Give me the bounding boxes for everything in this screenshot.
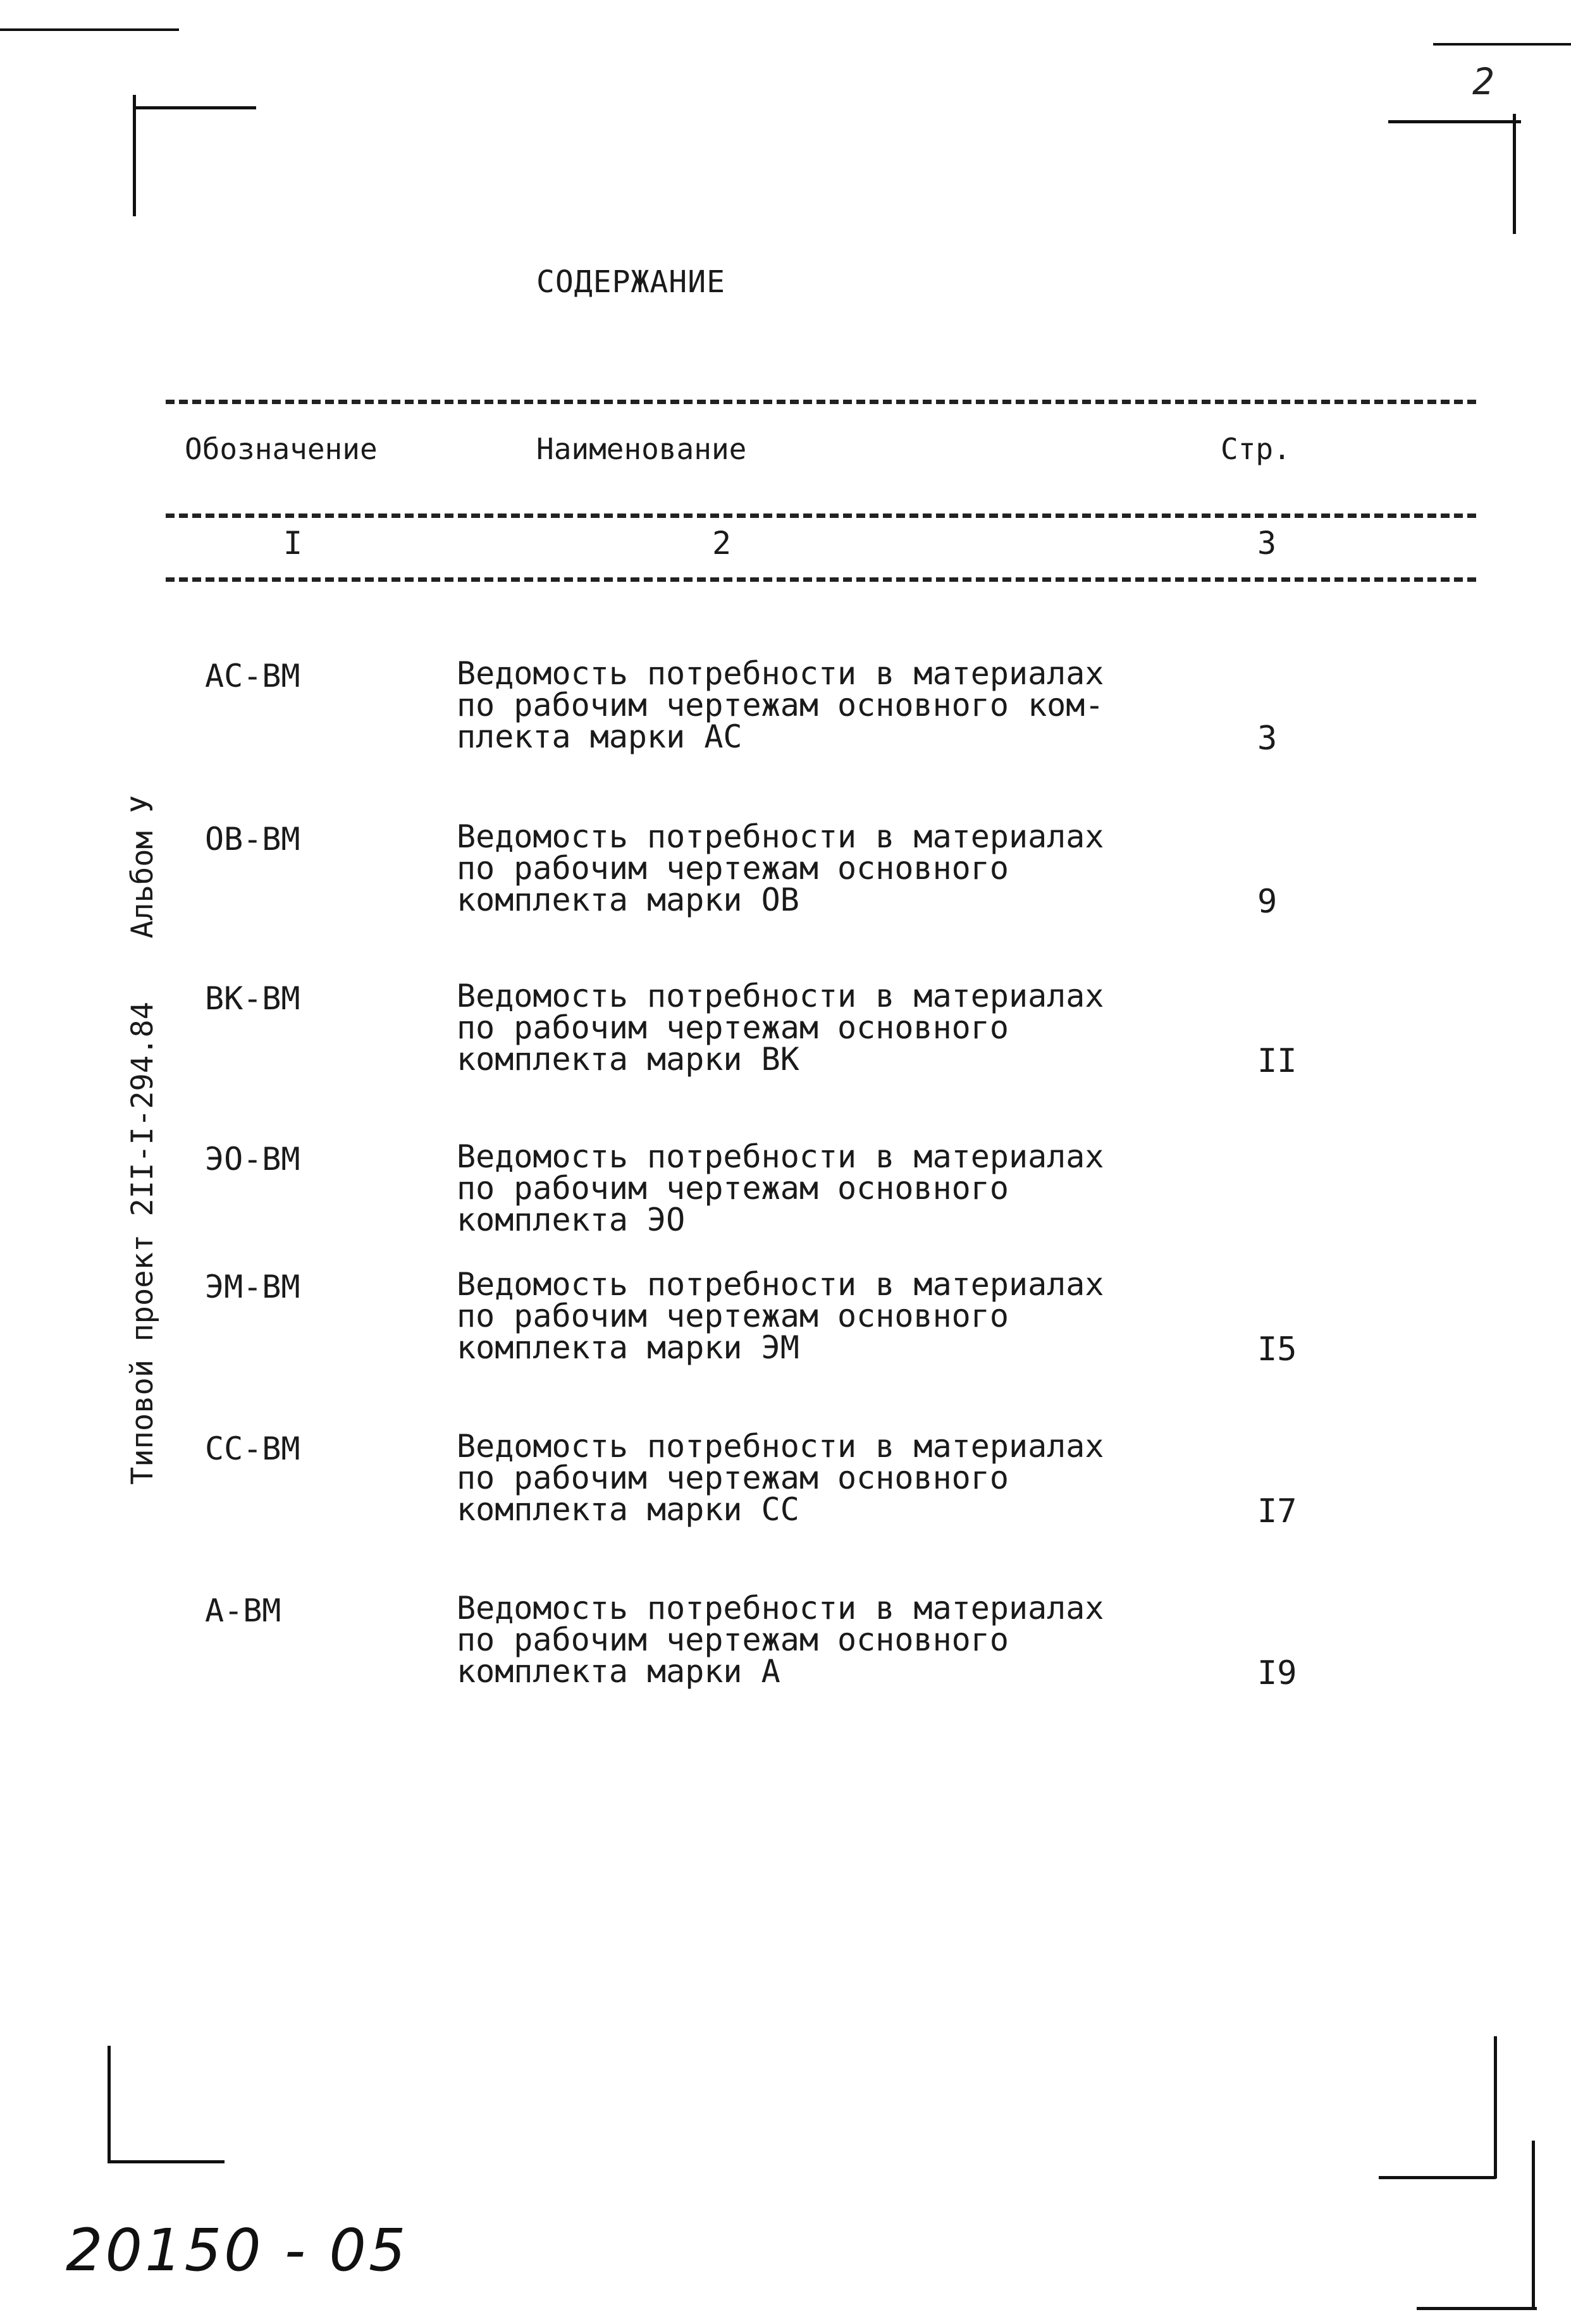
row-code: ЭМ-ВМ	[205, 1269, 300, 1305]
row-description: Ведомость потребности в материалах по рабочим чертежам основного комплекта марки ОВ	[457, 818, 1104, 918]
row-page: 9	[1257, 883, 1278, 921]
row-page: I5	[1257, 1331, 1297, 1368]
row-code: А-ВМ	[205, 1592, 281, 1629]
row-description: Ведомость потребности в материалах по рабочим чертежам основного комплекта марки ЭМ	[457, 1266, 1104, 1366]
row-page: I9	[1257, 1654, 1297, 1692]
table-row	[0, 818, 1571, 947]
table-divider	[166, 577, 1476, 582]
row-code: ЭО-ВМ	[205, 1141, 300, 1177]
corner-mark-top-right	[1433, 43, 1571, 46]
header-designation: Обозначение	[185, 432, 378, 466]
corner-mark-top-right	[1513, 114, 1516, 234]
corner-mark-bottom-right	[1532, 2141, 1535, 2308]
corner-mark-top-right	[1388, 120, 1521, 123]
corner-mark-bottom-left	[108, 2160, 225, 2163]
row-code: АС-ВМ	[205, 658, 300, 694]
corner-mark-bottom-left	[108, 2046, 111, 2163]
project-label: Типовой проект 2II-I-294.84	[125, 1001, 160, 1485]
row-description: Ведомость потребности в материалах по рабочим чертежам основного комплекта ЭО	[457, 1138, 1104, 1238]
album-label: Альбом У	[125, 795, 160, 938]
column-number-2: 2	[712, 525, 732, 562]
column-number-3: 3	[1257, 525, 1277, 562]
row-code: ВК-ВМ	[205, 980, 300, 1017]
corner-mark-top-left	[0, 28, 179, 31]
table-divider	[166, 400, 1476, 404]
row-code: СС-ВМ	[205, 1430, 300, 1467]
row-description: Ведомость потребности в материалах по рабочим чертежам основного ком- плекта марки АС	[457, 655, 1104, 755]
table-divider	[166, 513, 1476, 518]
header-page: Стр.	[1221, 432, 1291, 466]
corner-mark-bottom-right	[1417, 2307, 1537, 2310]
table-row	[0, 1592, 1571, 1719]
archive-number: 20150 - 05	[66, 2216, 409, 2284]
table-row	[0, 655, 1571, 784]
table-row	[0, 1138, 1571, 1267]
row-code: ОВ-ВМ	[205, 821, 300, 858]
page-title: СОДЕРЖАНИЕ	[536, 264, 725, 300]
corner-mark-bottom-right	[1494, 2036, 1497, 2179]
row-page: I7	[1257, 1492, 1297, 1530]
row-page: II	[1257, 1042, 1297, 1080]
table-row	[0, 980, 1571, 1107]
corner-mark-top-left	[133, 106, 256, 109]
page-number: 2	[1472, 60, 1494, 103]
table-row	[0, 1430, 1571, 1557]
header-name: Наименование	[536, 432, 747, 466]
row-description: Ведомость потребности в материалах по рабочим чертежам основного комплекта марки СС	[457, 1428, 1104, 1528]
column-number-1: I	[283, 525, 303, 562]
corner-mark-top-left	[133, 95, 136, 216]
row-page: 3	[1257, 720, 1278, 758]
table-row	[0, 1266, 1571, 1395]
row-description: Ведомость потребности в материалах по рабочим чертежам основного комплекта марки ВК	[457, 978, 1104, 1078]
corner-mark-bottom-right	[1379, 2176, 1496, 2179]
row-description: Ведомость потребности в материалах по рабочим чертежам основного комплекта марки А	[457, 1590, 1104, 1690]
